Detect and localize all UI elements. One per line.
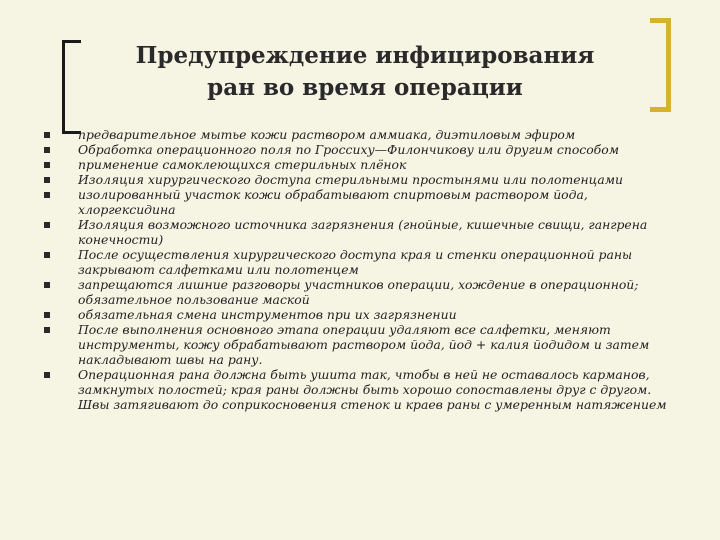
slide-title bbox=[80, 40, 650, 104]
right-bracket-decoration bbox=[650, 18, 671, 112]
list-item-text: Обработка операционного поля по Гроссиху—Филончикову или другим способом bbox=[78, 142, 619, 157]
list-item bbox=[44, 172, 684, 187]
square-bullet-icon bbox=[44, 312, 50, 318]
square-bullet-icon bbox=[44, 192, 50, 198]
list-item bbox=[44, 322, 684, 367]
list-item-text: Изоляция хирургического доступа стерильными простынями или полотенцами bbox=[78, 172, 623, 187]
square-bullet-icon bbox=[44, 132, 50, 138]
list-item bbox=[44, 142, 684, 157]
list-item bbox=[44, 187, 684, 217]
square-bullet-icon bbox=[44, 327, 50, 333]
list-item bbox=[44, 217, 684, 247]
title-line-2: ран во время операции bbox=[207, 74, 523, 101]
square-bullet-icon bbox=[44, 162, 50, 168]
list-item bbox=[44, 127, 684, 142]
list-item-text: Изоляция возможного источника загрязнения (гнойные, кишечные свищи, гангрена конечности) bbox=[78, 217, 648, 247]
list-item-text: запрещаются лишние разговоры участников операции, хождение в операционной; обязательное пользование маской bbox=[78, 277, 639, 307]
list-item-text: Операционная рана должна быть ушита так, чтобы в ней не оставалось карманов, замкнутых полостей; края раны должны быть хорошо сопоставлены друг с другом. Швы затягивают до соприкосновения стенок и краев раны с умеренным натяжением bbox=[78, 367, 667, 412]
list-item-text: предварительное мытье кожи раствором аммиака, диэтиловым эфиром bbox=[78, 127, 576, 142]
list-item-text: После осуществления хирургического доступа края и стенки операционной раны закрывают салфетками или полотенцем bbox=[78, 247, 633, 277]
title-line-1: Предупреждение инфицирования bbox=[135, 42, 595, 69]
list-item-text: После выполнения основного этапа операции удаляют все салфетки, меняют инструменты, кожу обрабатывают раствором йода, йод + калия йодидом и затем накладывают швы на рану. bbox=[78, 322, 650, 367]
list-item bbox=[44, 247, 684, 277]
list-item bbox=[44, 277, 684, 307]
list-item-text: изолированный участок кожи обрабатывают спиртовым раствором йода, хлоргексидина bbox=[78, 187, 588, 217]
list-item-text: применение самоклеющихся стерильных плёнок bbox=[78, 157, 407, 172]
square-bullet-icon bbox=[44, 372, 50, 378]
square-bullet-icon bbox=[44, 252, 50, 258]
square-bullet-icon bbox=[44, 147, 50, 153]
left-bracket-decoration bbox=[62, 40, 81, 134]
list-item bbox=[44, 157, 684, 172]
square-bullet-icon bbox=[44, 177, 50, 183]
list-item bbox=[44, 307, 684, 322]
list-item-text: обязательная смена инструментов при их загрязнении bbox=[78, 307, 457, 322]
square-bullet-icon bbox=[44, 222, 50, 228]
list-item bbox=[44, 367, 684, 412]
square-bullet-icon bbox=[44, 282, 50, 288]
bullet-list bbox=[44, 127, 684, 412]
